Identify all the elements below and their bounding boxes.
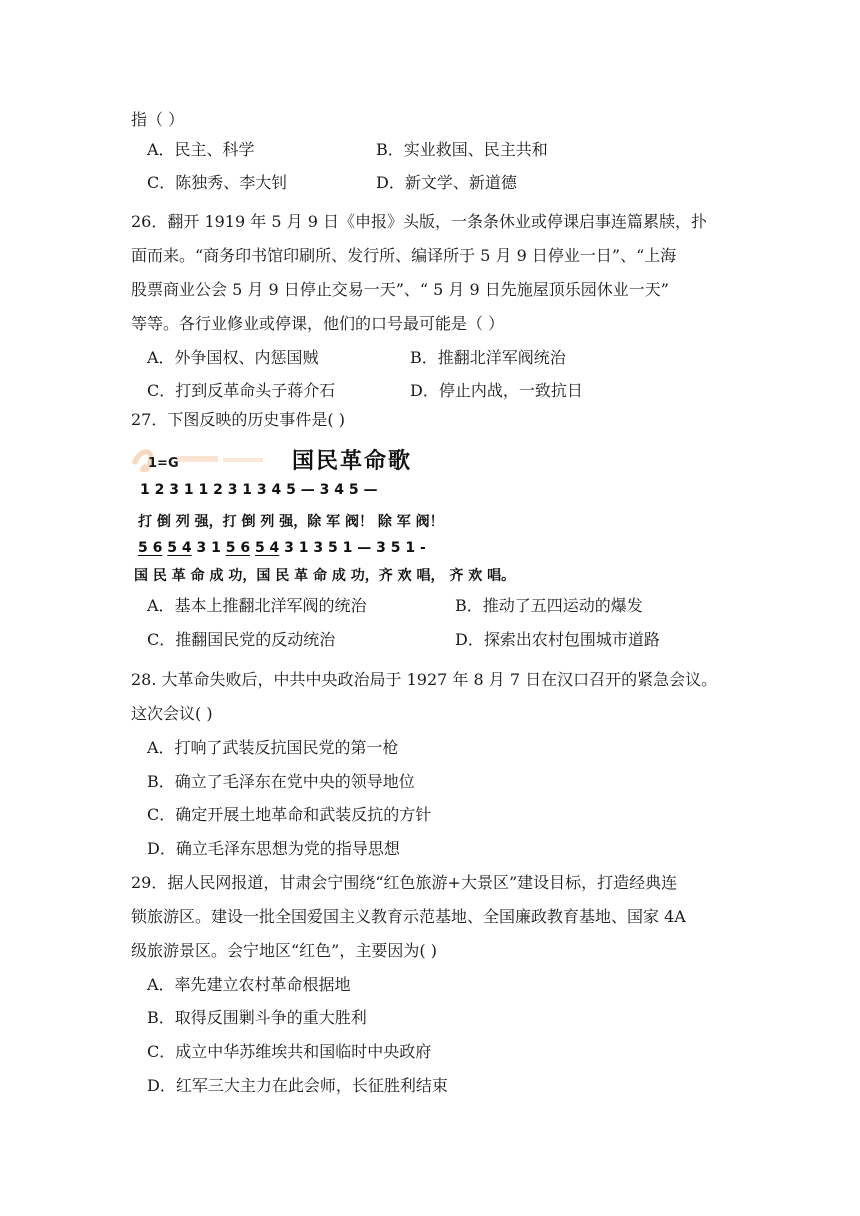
song-lyrics-line2: 国 民 革 命 成 功，国 民 革 命 成 功，齐 欢 唱， 齐 欢 唱。 [134,568,516,584]
q25-option-c: C．陈独秀、李大钊 [147,173,288,192]
q27-option-a: A．基本上推翻北洋军阀的统治 [147,596,367,615]
q26-stem-line2: 面而来。“商务印书馆印刷所、发行所、编译所于 5 月 9 日停业一日”、“上海 [131,246,677,265]
q28-option-a: A．打响了武装反抗国民党的第一枪 [147,738,399,757]
song-key: 1=G [148,456,179,471]
note-group: 5 4 [167,540,192,556]
q26-stem-line1: 26．翻开 1919 年 5 月 9 日《申报》头版，一条条休业或停课启事连篇累牍，扑 [131,212,707,231]
q29-option-a: A．率先建立农村革命根据地 [147,975,351,994]
q26-option-a: A．外争国权、内惩国贼 [147,348,319,367]
note-group: 3 1 [196,540,226,556]
q26-stem-line4: 等等。各行业修业或停课，他们的口号最可能是（ ） [131,314,505,333]
q26-option-d: D．停止内战，一致抗日 [410,381,583,400]
q25-option-b: B．实业救国、民主共和 [376,140,548,159]
q29-stem-line2: 锁旅游区。建设一批全国爱国主义教育示范基地、全国廉政教育基地、国家 4A [131,907,686,926]
q28-option-d: D．确立毛泽东思想为党的指导思想 [147,839,400,858]
note-group: 5 6 [138,540,163,556]
song-score-image [120,432,680,582]
q26-stem-line3: 股票商业公会 5 月 9 日停止交易一天”、“ 5 月 9 日先施屋顶乐园休业一天” [131,280,669,299]
song-title: 国民革命歌 [292,449,413,474]
q28-stem-line2: 这次会议( ) [131,704,213,723]
song-lyrics-line1: 打 倒 列 强，打 倒 列 强，除 军 阀！ 除 军 阀！ [138,514,444,530]
q25-option-a: A．民主、科学 [147,140,255,159]
q29-option-c: C．成立中华苏维埃共和国临时中央政府 [147,1042,432,1061]
q27-stem: 27．下图反映的历史事件是( ) [131,410,345,429]
q25-stem-end: 指（ ） [131,110,185,129]
q28-stem-line1: 28. 大革命失败后，中共中央政治局于 1927 年 8 月 7 日在汉口召开的紧急会议。 [131,670,718,689]
note-group: 3 1 3 5 1 — 3 5 1 - [284,540,426,556]
song-notes-line1: 1 2 3 1 1 2 3 1 3 4 5 — 3 4 5 — [140,482,378,498]
note-group: 5 6 [225,540,251,556]
q29-stem-line1: 29．据人民网报道，甘肃会宁围绕“红色旅游+大景区”建设目标，打造经典连 [131,873,678,892]
q26-option-c: C．打到反革命头子蒋介石 [147,381,336,400]
song-notes-line2 [138,540,426,556]
q29-option-b: B．取得反围剿斗争的重大胜利 [147,1008,367,1027]
q29-stem-line3: 级旅游景区。会宁地区“红色”，主要因为( ) [131,941,437,960]
q27-option-c: C．推翻国民党的反动统治 [147,630,336,649]
q29-option-d: D．红军三大主力在此会师，长征胜利结束 [147,1076,448,1095]
q27-option-b: B．推动了五四运动的爆发 [455,596,643,615]
note-group: 5 4 [254,540,280,556]
q27-option-d: D．探索出农村包围城市道路 [455,630,660,649]
q28-option-b: B．确立了毛泽东在党中央的领导地位 [147,772,415,791]
q25-option-d: D．新文学、新道德 [376,173,517,192]
q26-option-b: B．推翻北洋军阀统治 [410,348,566,367]
q28-option-c: C．确定开展土地革命和武装反抗的方针 [147,805,432,824]
